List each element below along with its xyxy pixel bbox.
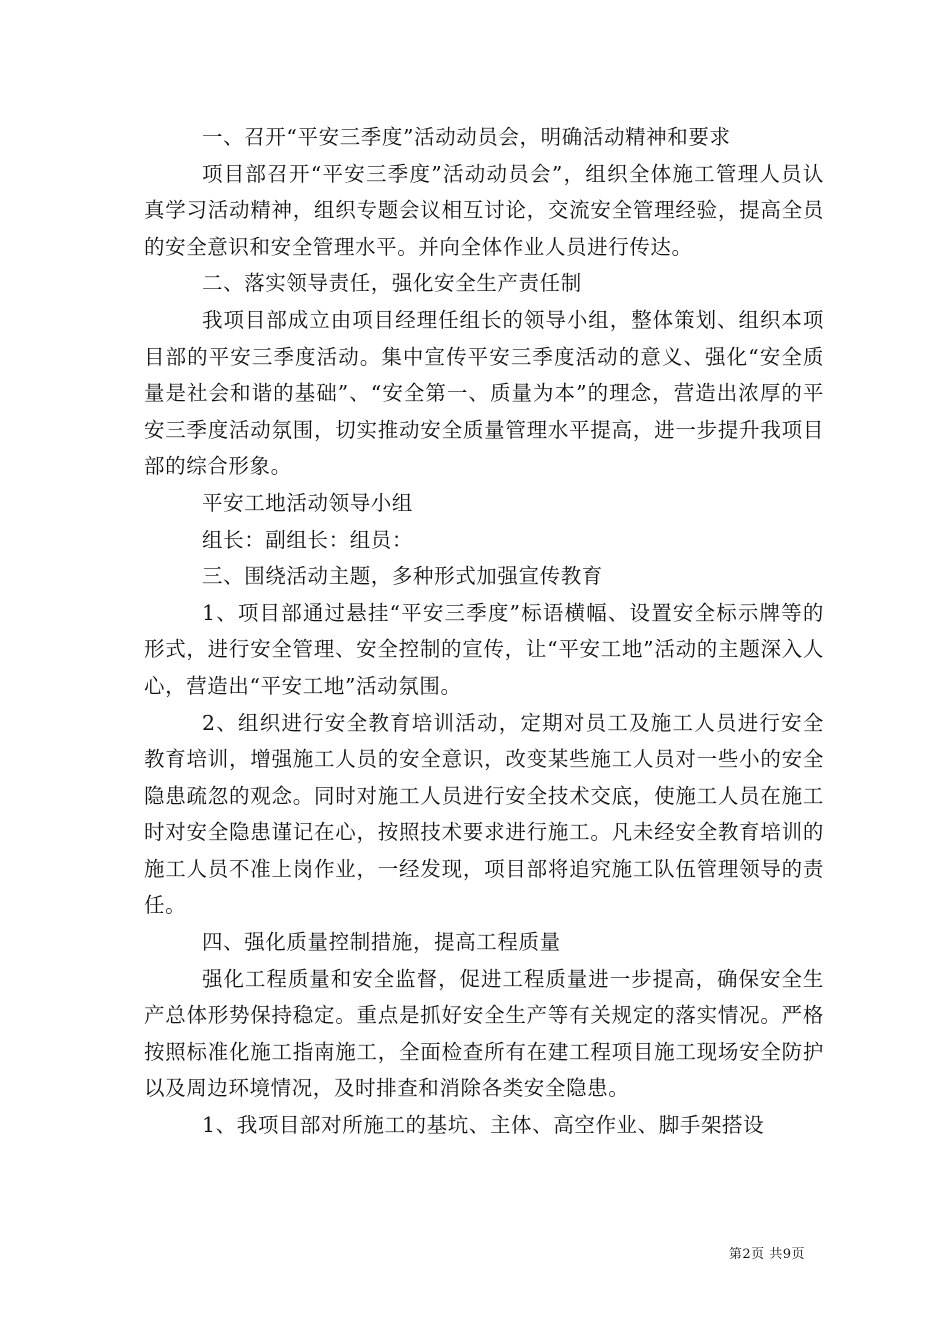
heading-quality-control: 四、强化质量控制措施，提高工程质量 — [202, 930, 561, 955]
heading-leadership-responsibility: 二、落实领导责任，强化安全生产责任制 — [202, 271, 582, 296]
paragraph-mobilization-details: 项目部召开“平安三季度”活动动员会”，组织全体施工管理人员认真学习活动精神，组织专题会议相互讨论，交流安全管理经验，提高全员的安全意识和安全管理水平。并向全体作业人员进行传达。 — [144, 161, 824, 259]
heading-mobilization-meeting: 一、召开“平安三季度”活动动员会，明确活动精神和要求 — [202, 125, 731, 149]
heading-publicity-education: 三、围绕活动主题，多种形式加强宣传教育 — [202, 564, 603, 589]
paragraph-quality-details: 强化工程质量和安全监督，促进工程质量进一步提高，确保安全生产总体形势保持稳定。重点是抓好安全生产等有关规定的落实情况。严格按照标准化施工指南施工，全面检查所有在建工程项目施工现场安全防护以及周边环境情况，及时排查和消除各类安全隐患。 — [144, 966, 824, 1101]
paragraph-leadership-details: 我项目部成立由项目经理任组长的领导小组，整体策划、组织本项目部的平安三季度活动。集中宣传平安三季度活动的意义、强化“安全质量是社会和谐的基础”、“安全第一、质量为本”的理念，营造出浓厚的平安三季度活动氛围，切实推动安全质量管理水平提高，进一步提升我项目部的综合形象。 — [144, 307, 824, 479]
paragraph-publicity-item-2: 2、组织进行安全教育培训活动，定期对员工及施工人员进行安全教育培训，增强施工人员的安全意识，改变某些施工人员对一些小的安全隐患疏忽的观念。同时对施工人员进行安全技术交底，使施工人员在施工时对安全隐患谨记在心，按照技术要求进行施工。凡未经安全教育培训的施工人员不准上岗作业，一经发现，项目部将追究施工队伍管理领导的责任。 — [144, 710, 824, 918]
label-leading-group: 平安工地活动领导小组 — [202, 490, 413, 515]
page-number-footer: 第2页 共9页 — [728, 1247, 805, 1262]
paragraph-publicity-item-1: 1、项目部通过悬挂“平安三季度”标语横幅、设置安全标示牌等的形式，进行安全管理、安全控制的宣传，让“平安工地”活动的主题深入人心，营造出“平安工地”活动氛围。 — [144, 600, 824, 698]
label-group-members: 组长：副组长：组员： — [202, 527, 413, 552]
paragraph-quality-item-1: 1、我项目部对所施工的基坑、主体、高空作业、脚手架搭设 — [202, 1113, 765, 1138]
document-body — [144, 119, 824, 1144]
